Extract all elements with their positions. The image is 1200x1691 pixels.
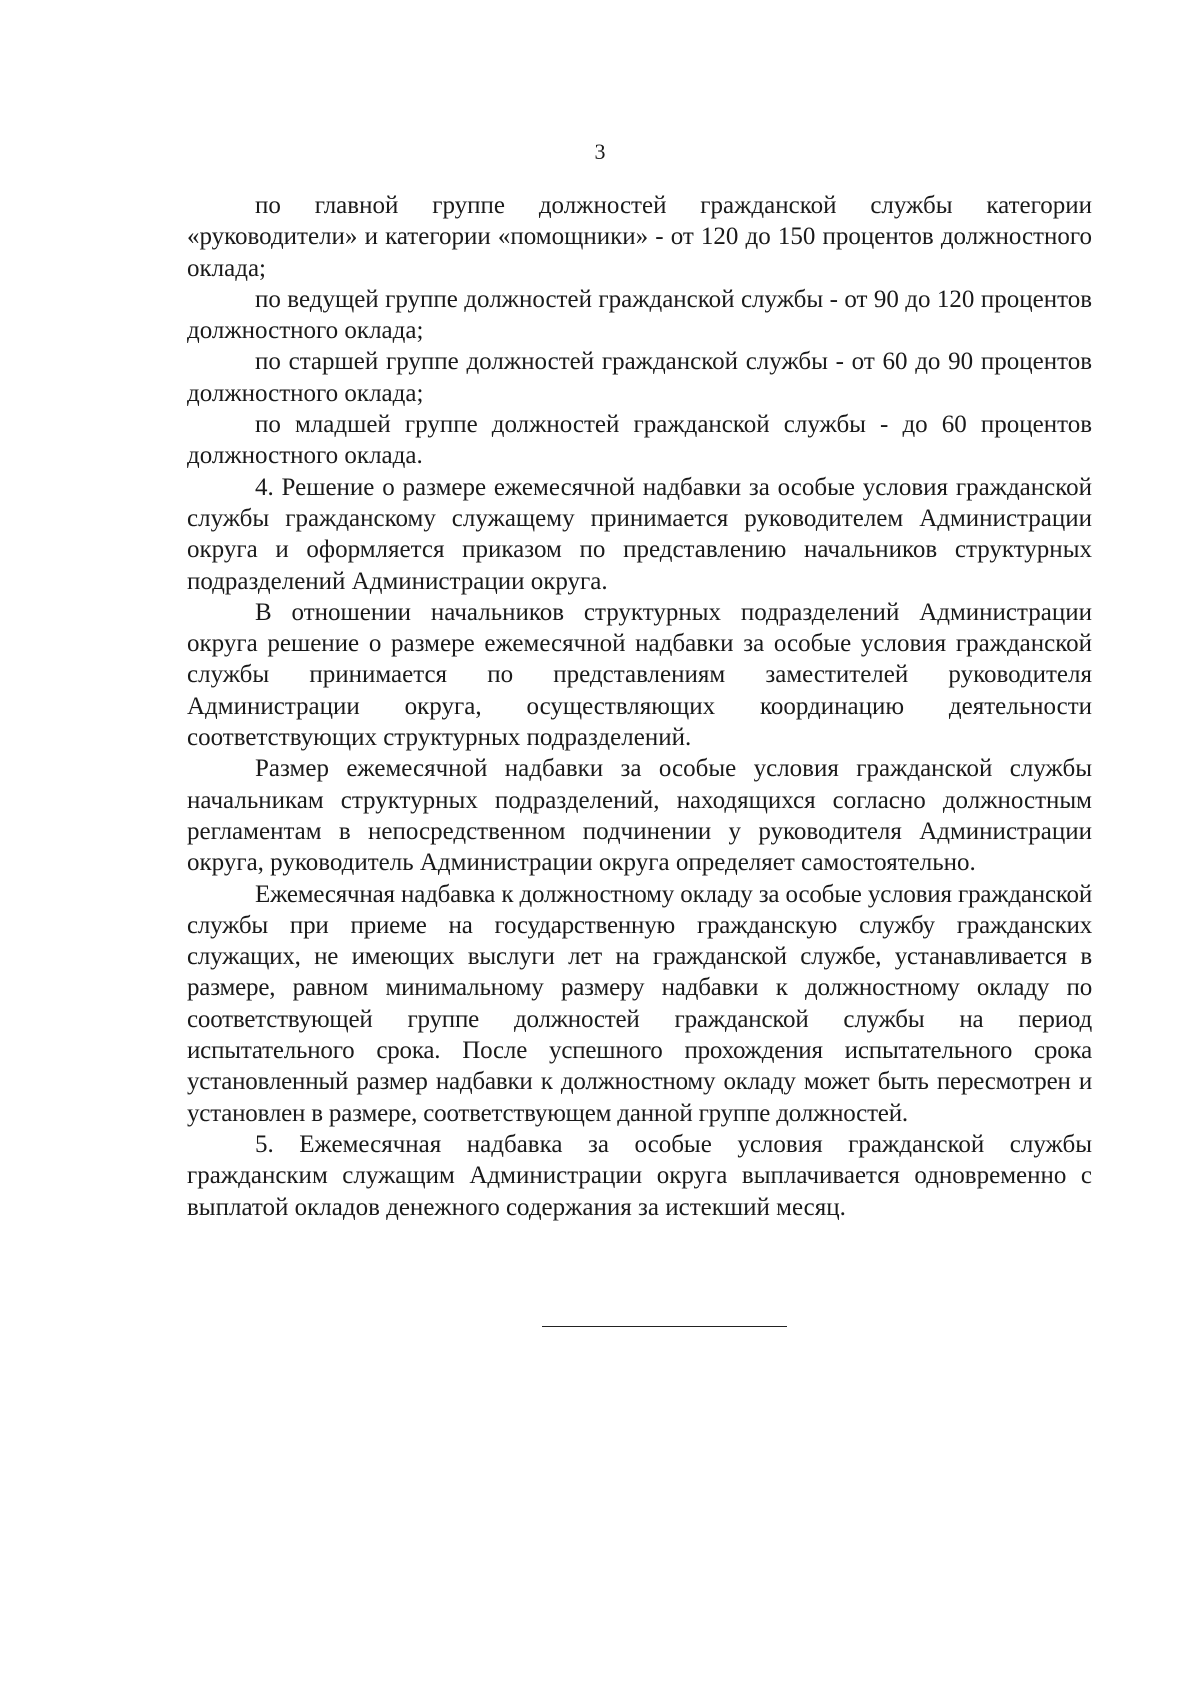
paragraph-item-5: 5. Ежемесячная надбавка за особые условия гражданской службы гражданским служащим Администрации округа выплачивается одновременно с выплатой окладов денежного содержания за истекший месяц. xyxy=(187,1130,1092,1221)
end-separator-line xyxy=(542,1326,787,1327)
paragraph-junior-group: по младшей группе должностей гражданской службы - до 60 процентов должностного оклада. xyxy=(187,411,1092,470)
paragraph-senior-group: по старшей группе должностей гражданской службы - от 60 до 90 процентов должностного оклада; xyxy=(187,348,1092,407)
paragraph-item-4: 4. Решение о размере ежемесячной надбавки за особые условия гражданской службы гражданскому служащему принимается руководителем Администрации округа и оформляется приказом по представлению начальников структурных подразделений Администрации округа. xyxy=(187,473,1092,595)
paragraph-leading-group: по ведущей группе должностей гражданской службы - от 90 до 120 процентов должностного оклада; xyxy=(187,285,1092,345)
paragraph-new-employees: Ежемесячная надбавка к должностному окладу за особые условия гражданской службы при приеме на государственную гражданскую службу гражданских служащих, не имеющих выслуги лет на гражданской службе, устанавливается в размере, равном минимальному размеру надбавки к должностному окладу по соответствующей группе должностей гражданской службы на период испытательного срока. После успешного прохождения испытательного срока установленный размер надбавки к должностному окладу может быть пересмотрен и установлен в размере, соответствующем данной группе должностей. xyxy=(187,880,1092,1127)
paragraph-heads-decision: В отношении начальников структурных подразделений Администрации округа решение о размере ежемесячной надбавки за особые условия гражданской службы принимается по представлениям заместителей руководителя Администрации округа, осуществляющих координацию деятельности соответствующих структурных подразделений. xyxy=(187,598,1092,752)
paragraph-main-group: по главной группе должностей гражданской службы категории «руководители» и категории «помощники» - от 120 до 150 процентов должностного оклада; xyxy=(187,192,1092,282)
document-body xyxy=(187,190,1092,1223)
paragraph-heads-size: Размер ежемесячной надбавки за особые условия гражданской службы начальникам структурных подразделений, находящихся согласно должностным регламентам в непосредственном подчинении у руководителя Администрации округа, руководитель Администрации округа определяет самостоятельно. xyxy=(187,755,1092,877)
page-number: 3 xyxy=(594,139,606,164)
